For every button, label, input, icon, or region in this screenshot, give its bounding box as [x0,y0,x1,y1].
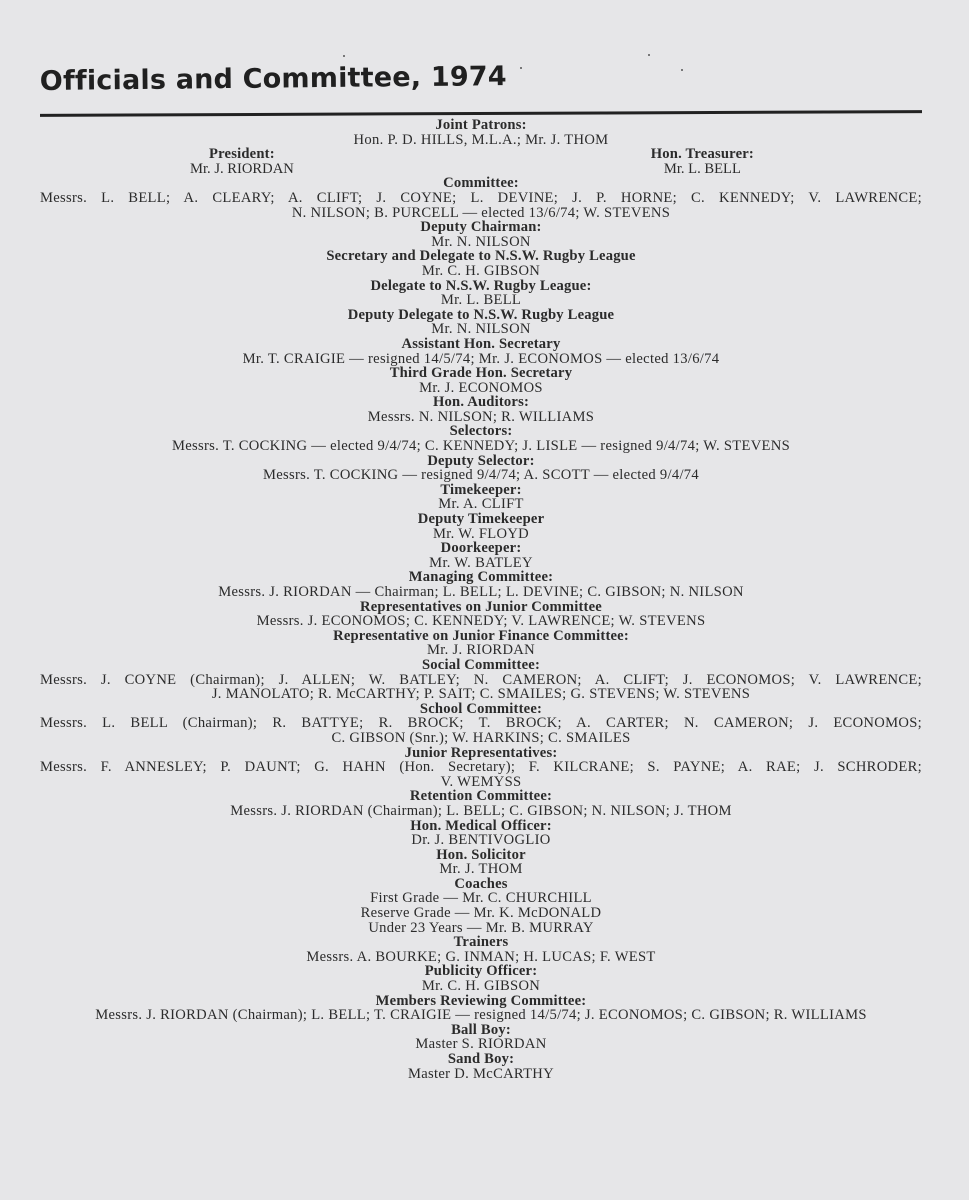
section-text: Mr. J. ECONOMOS [419,379,543,396]
section-heading: School Committee: [419,700,543,717]
section-text: Messrs. A. BOURKE; G. INMAN; H. LUCAS; F. WEST [306,948,656,965]
page-title: Officials and Committee, 1974 [39,61,507,97]
section-heading: Selectors: [449,423,513,440]
section-heading: Managing Committee: [408,569,554,586]
section-text: Mr. T. CRAIGIE — resigned 14/5/74; Mr. J. ECONOMOS — elected 13/6/74 [242,350,720,367]
section-text: V. WEMYSS [440,773,522,790]
section-text: Messrs. J. ECONOMOS; C. KENNEDY; V. LAWRENCE; W. STEVENS [256,613,706,630]
section-text: Messrs. L. BELL; A. CLEARY; A. CLIFT; J. COYNE; L. DEVINE; J. P. HORNE; C. KENNEDY; V. LAWRENCE; [40,189,922,206]
paper-speck [648,54,650,56]
section-text: Mr. N. NILSON [431,233,531,250]
section-heading: Deputy Delegate to N.S.W. Rugby League [347,306,615,323]
section-text: Messrs. J. RIORDAN (Chairman); L. BELL; T. CRAIGIE — resigned 14/5/74; J. ECONOMOS; C. GIBSON; R. WILLIAMS [95,1007,867,1024]
section-text: Messrs. F. ANNESLEY; P. DAUNT; G. HAHN (Hon. Secretary); F. KILCRANE; S. PAYNE; A. RAE; J. SCHRODER; [40,759,922,776]
section-heading: Joint Patrons: [435,117,527,133]
section-text: Messrs. J. RIORDAN — Chairman; L. BELL; L. DEVINE; C. GIBSON; N. NILSON [218,584,744,600]
section-text: Messrs. T. COCKING — elected 9/4/74; C. KENNEDY; J. LISLE — resigned 9/4/74; W. STEVENS [171,438,791,455]
section-heading: Publicity Officer: [424,963,538,980]
section-heading: Hon. Medical Officer: [410,817,552,834]
section-text: Mr. J. THOM [439,861,523,878]
section-heading: Junior Representatives: [404,744,558,761]
section-text: Master S. RIORDAN [415,1036,547,1053]
treasurer-block [651,147,754,176]
section-text: Mr. C. H. GIBSON [421,262,541,279]
section-heading: Doorkeeper: [440,540,522,557]
paper-speck [520,67,522,69]
section-text: N. NILSON; B. PURCELL — elected 13/6/74; W. STEVENS [291,204,671,221]
section-text: Mr. L. BELL [440,292,522,309]
section-heading: Hon. Treasurer: [650,146,754,163]
section-heading: Members Reviewing Committee: [375,992,587,1009]
coach-line: First Grade — Mr. C. CHURCHILL [370,890,592,907]
section-heading: Committee: [443,175,519,192]
section-text: Master D. McCARTHY [408,1065,554,1082]
section-text: Dr. J. BENTIVOGLIO [411,832,551,849]
president-treasurer-row [40,147,922,176]
section-heading: Delegate to N.S.W. Rugby League: [370,277,592,294]
section-text: J. MANOLATO; R. McCARTHY; P. SAIT; C. SMAILES; G. STEVENS; W. STEVENS [211,686,751,703]
section-heading: Secretary and Delegate to N.S.W. Rugby League [326,248,636,265]
section-heading: Social Committee: [421,656,541,673]
section-heading: Retention Committee: [409,788,553,805]
section-text: Mr. C. H. GIBSON [421,978,541,995]
section-text: Mr. J. RIORDAN [427,642,535,659]
paper-speck [681,69,683,71]
section-text: Messrs. N. NILSON; R. WILLIAMS [367,408,595,425]
section-text: Messrs. J. RIORDAN (Chairman); L. BELL; C. GIBSON; N. NILSON; J. THOM [230,802,732,819]
title-rule [40,110,922,117]
coach-line: Reserve Grade — Mr. K. McDONALD [360,905,602,922]
section-heading: Coaches [454,875,508,892]
coach-line: Under 23 Years — Mr. B. MURRAY [368,919,594,936]
section-heading: Deputy Selector: [427,452,535,469]
section-heading: President: [209,146,275,163]
section-heading: Timekeeper: [440,481,522,498]
section-text: Messrs. J. COYNE (Chairman); J. ALLEN; W. BATLEY; N. CAMERON; A. CLIFT; J. ECONOMOS; V. LAWRENCE; [40,671,922,688]
section-heading: Hon. Auditors: [432,394,530,411]
section-heading: Sand Boy: [447,1051,515,1067]
section-heading: Third Grade Hon. Secretary [389,365,573,382]
section-text: Hon. P. D. HILLS, M.L.A.; Mr. J. THOM [353,131,609,148]
section-text: Mr. W. BATLEY [429,554,533,571]
section-text: Mr. L. BELL [663,160,741,177]
section-text: C. GIBSON (Snr.); W. HARKINS; C. SMAILES [331,729,631,746]
section-text: Mr. N. NILSON [431,321,531,338]
section-heading: Deputy Timekeeper [417,511,545,528]
section-heading: Representatives on Junior Committee [360,598,602,615]
section-text: Messrs. L. BELL (Chairman); R. BATTYE; R. BROCK; T. BROCK; A. CARTER; N. CAMERON; J. ECONOMOS; [40,715,922,732]
section-heading: Deputy Chairman: [420,219,542,236]
section-heading: Trainers [453,934,509,951]
section-text: Mr. J. RIORDAN [190,160,294,177]
section-heading: Ball Boy: [451,1021,511,1038]
section-heading: Assistant Hon. Secretary [401,335,561,352]
paper-speck [343,55,345,57]
section-text: Mr. W. FLOYD [432,525,530,542]
officials-list [40,118,922,1081]
section-text: Messrs. T. COCKING — resigned 9/4/74; A. SCOTT — elected 9/4/74 [262,467,699,484]
section-heading: Hon. Solicitor [436,846,526,863]
section-heading: Representative on Junior Finance Committee: [333,627,629,644]
section-text: Mr. A. CLIFT [438,496,524,513]
president-block [190,147,294,176]
